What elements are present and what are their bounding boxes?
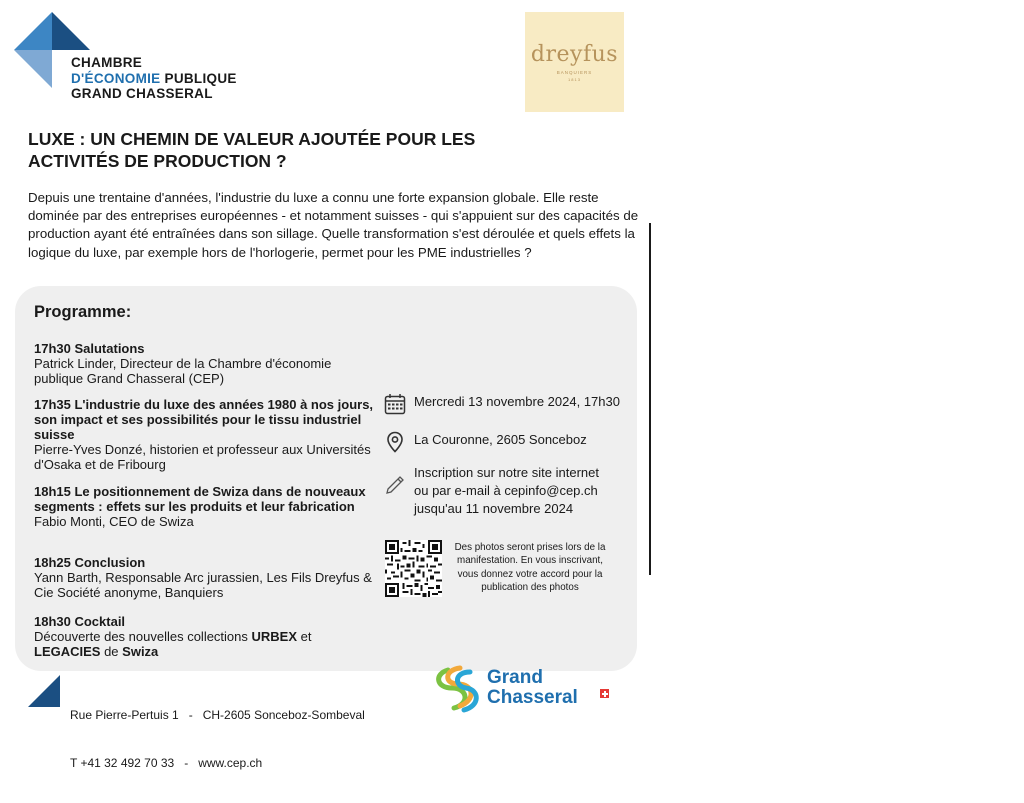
item-body: Pierre-Yves Donzé, historien et professeur aux Universités d'Osaka et de Fribourg <box>34 442 371 472</box>
photo-consent-note: Des photos seront prises lors de la manifestation. En vous inscrivant, vous donnez votre accord pour la publication des photos <box>454 542 606 594</box>
footer-address <box>70 675 365 803</box>
programme-item-conclusion <box>34 555 374 600</box>
item-body: Yann Barth, Responsable Arc jurassien, Les Fils Dreyfus & Cie Société anonyme, Banquiers <box>34 570 372 600</box>
page-title <box>28 128 628 172</box>
event-place-row <box>384 431 587 453</box>
address-line-2: T +41 32 492 70 33 - www.cep.ch <box>70 756 263 770</box>
event-date: Mercredi 13 novembre 2024, 17h30 <box>414 394 620 409</box>
brand-swiza: Swiza <box>122 644 159 659</box>
item-heading: 17h35 L'industrie du luxe des années 1980 à nos jours, son impact et ses possibilités pour le tissu industriel suisse <box>34 397 374 442</box>
programme-title: Programme: <box>34 303 132 321</box>
brand-line-2: Chasseral <box>487 687 578 708</box>
calendar-icon <box>384 393 406 415</box>
org-line-2a: D'ÉCONOMIE <box>71 70 165 86</box>
programme-item-talk-2 <box>34 484 374 529</box>
item-heading: 18h30 Cocktail <box>34 614 126 629</box>
signup-line-1: Inscription sur notre site internet <box>414 465 599 480</box>
location-pin-icon <box>384 431 406 453</box>
cep-footer-triangle-icon <box>28 675 60 707</box>
programme-item-talk-1 <box>34 397 374 472</box>
intro-paragraph: Depuis une trentaine d'années, l'industrie du luxe a connu une forte expansion globale. Elle reste dominée par des entreprises européennes - et notamment suisses - qui s'appuient sur des capacités de production ayant été entraînées dans son sillage. Quelle transformation s'est déroulée et quels effets la logique du luxe, par exemple hors de l'horlogerie, permet pour les PME industrielles ? <box>28 190 639 260</box>
collection-legacies: LEGACIES <box>34 644 101 659</box>
item-body: Patrick Linder, Directeur de la Chambre d'économie publique Grand Chasseral (CEP) <box>34 356 332 386</box>
title-line-1: LUXE : UN CHEMIN DE VALEUR AJOUTÉE POUR LES <box>28 129 476 149</box>
address-line-1: Rue Pierre-Pertuis 1 - CH-2605 Sonceboz-Sombeval <box>70 708 365 722</box>
qr-code-icon[interactable] <box>385 540 442 597</box>
cep-org-name <box>71 55 237 102</box>
event-place: La Couronne, 2605 Sonceboz <box>414 432 587 447</box>
item-body-text: Découverte des nouvelles collections <box>34 629 252 644</box>
org-line-2b: PUBLIQUE <box>164 70 237 86</box>
item-body: Fabio Monti, CEO de Swiza <box>34 514 194 529</box>
collection-urbex: URBEX <box>251 629 298 644</box>
item-body <box>34 629 374 659</box>
signup-text <box>414 464 599 518</box>
org-line-3: GRAND CHASSERAL <box>71 86 213 101</box>
org-line-1: CHAMBRE <box>71 55 143 70</box>
item-heading: 18h25 Conclusion <box>34 555 146 570</box>
item-body-text: de <box>100 644 123 659</box>
event-date-row <box>384 393 620 415</box>
item-body-text: et <box>297 629 312 644</box>
sponsor-year: 1813 <box>568 77 581 82</box>
item-heading: 18h15 Le positionnement de Swiza dans de nouveaux segments : effets sur les produits et leur fabrication <box>34 484 366 514</box>
signup-row <box>384 464 599 518</box>
title-line-2: ACTIVITÉS DE PRODUCTION ? <box>28 151 287 171</box>
item-heading: 17h30 Salutations <box>34 341 145 356</box>
cep-logo <box>14 12 254 102</box>
signup-line-2: ou par e-mail à cepinfo@cep.ch <box>414 483 598 498</box>
org-line-2 <box>71 71 237 87</box>
vertical-divider <box>649 223 651 575</box>
signup-line-3: jusqu'au 11 novembre 2024 <box>414 501 574 516</box>
sponsor-word: dreyfus <box>530 42 619 67</box>
programme-item-cocktail <box>34 614 374 659</box>
swiss-cross-icon <box>600 689 609 698</box>
grand-chasseral-wordmark <box>487 668 578 708</box>
pencil-icon <box>384 474 406 496</box>
sponsor-logo-dreyfus <box>525 12 624 112</box>
brand-line-1: Grand <box>487 667 543 688</box>
sponsor-sub: BANQUIERS <box>556 70 593 75</box>
programme-item-salutations <box>34 341 374 386</box>
